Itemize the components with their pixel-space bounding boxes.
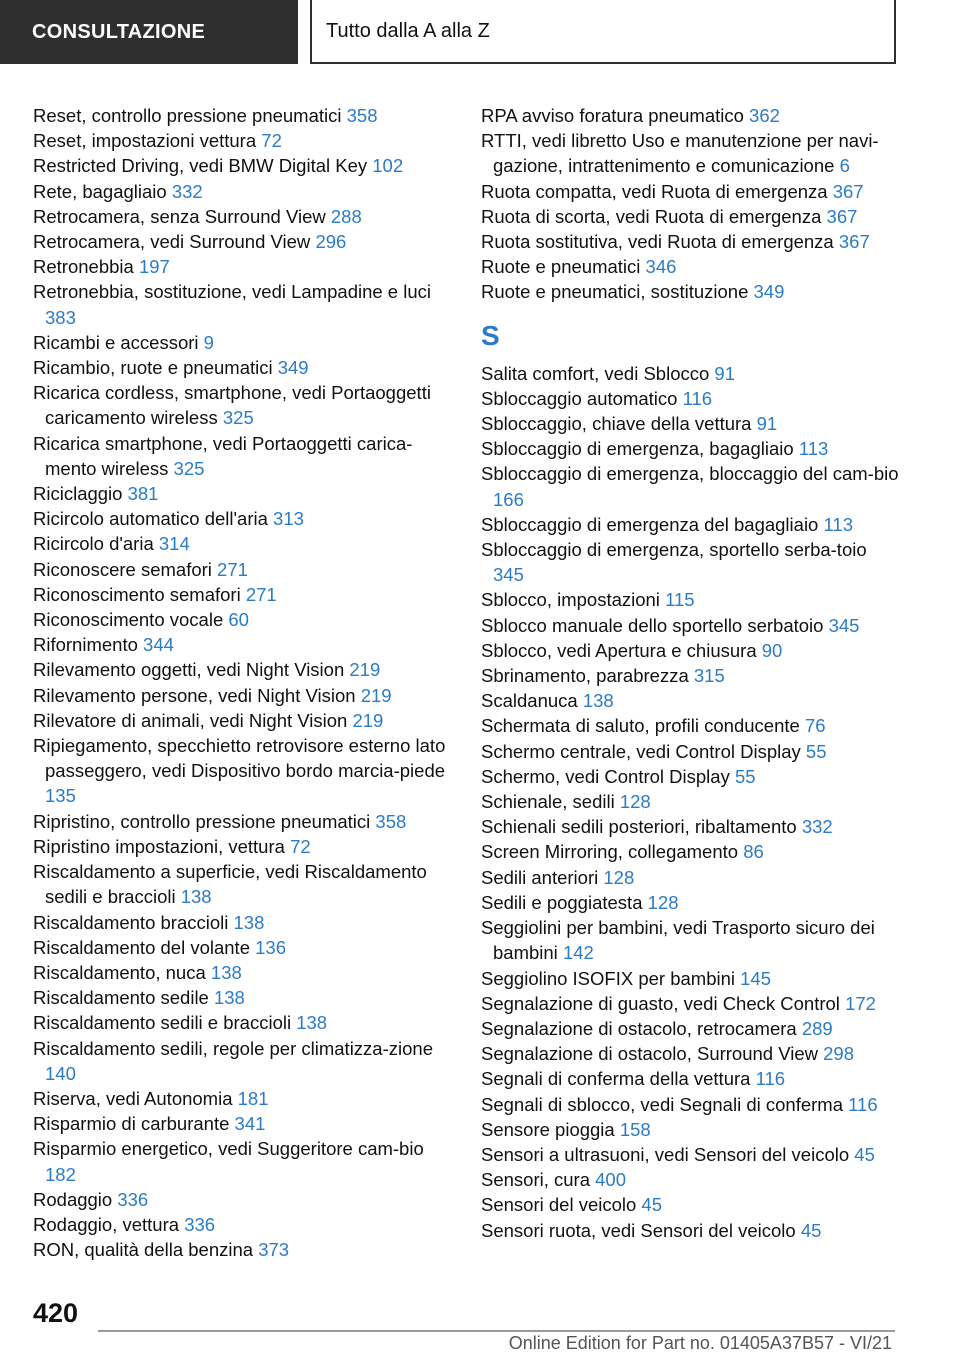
index-entry-text: Seggiolino ISOFIX per bambini bbox=[481, 967, 735, 989]
index-entry-text: Rete, bagagliaio bbox=[33, 180, 167, 202]
page-reference-link[interactable]: 138 bbox=[210, 961, 242, 983]
page-reference-link[interactable]: 102 bbox=[372, 155, 404, 177]
index-entry bbox=[481, 537, 901, 587]
page-reference-link[interactable]: 219 bbox=[352, 709, 384, 731]
index-entry-text: Riscaldamento sedili e braccioli bbox=[33, 1012, 292, 1034]
index-entry bbox=[33, 935, 453, 960]
index-entry-text: Rifornimento bbox=[33, 634, 138, 656]
page-reference-link[interactable]: 172 bbox=[845, 992, 876, 1014]
index-entry bbox=[481, 713, 901, 738]
index-entry bbox=[481, 789, 901, 814]
index-entry bbox=[33, 279, 453, 329]
index-entry bbox=[481, 638, 901, 663]
page-reference-link[interactable]: 115 bbox=[665, 589, 695, 611]
page-reference-link[interactable]: 45 bbox=[854, 1143, 875, 1165]
page-reference-link[interactable]: 182 bbox=[45, 1163, 76, 1185]
index-entry bbox=[33, 582, 453, 607]
page-reference-link[interactable]: 55 bbox=[805, 740, 827, 762]
index-entry bbox=[33, 809, 453, 834]
index-entry bbox=[481, 1117, 901, 1142]
index-entry-text: Schienale, sedili bbox=[481, 791, 615, 813]
index-entry-text: Ricarica cordless, smartphone, vedi Portaoggetti caricamento wireless bbox=[33, 382, 431, 429]
index-entry-text: Sbloccaggio di emergenza del bagagliaio bbox=[481, 513, 819, 535]
page-reference-link[interactable]: 128 bbox=[603, 866, 635, 888]
index-entry-text: Rilevamento persone, vedi Night Vision bbox=[33, 684, 356, 706]
page-reference-link[interactable]: 86 bbox=[743, 841, 764, 863]
index-entry bbox=[33, 910, 453, 935]
index-entry bbox=[481, 865, 901, 890]
page-reference-link[interactable]: 113 bbox=[798, 438, 829, 460]
index-entry bbox=[481, 361, 901, 386]
index-entry-text: Retronebbia, sostituzione, vedi Lampadine e luci bbox=[33, 281, 431, 303]
index-entry-text: Rodaggio bbox=[33, 1188, 113, 1210]
page-reference-link[interactable]: 400 bbox=[595, 1169, 627, 1191]
index-entry bbox=[33, 683, 453, 708]
page-reference-link[interactable]: 113 bbox=[823, 513, 853, 535]
index-entry-text: Sblocco manuale dello sportello serbatoio bbox=[481, 614, 824, 636]
index-entry-text: Riscaldamento braccioli bbox=[33, 911, 229, 933]
page-reference-link[interactable]: 346 bbox=[645, 256, 677, 278]
page-reference-link[interactable]: 383 bbox=[45, 306, 76, 328]
index-entry bbox=[33, 229, 453, 254]
page-reference-link[interactable]: 313 bbox=[273, 508, 304, 530]
index-entry-text: Schienali sedili posteriori, ribaltamento bbox=[481, 816, 797, 838]
index-entry-text: Ricarica smartphone, vedi Portaoggetti carica-mento wireless bbox=[33, 432, 413, 479]
page-reference-link[interactable]: 72 bbox=[261, 130, 282, 152]
index-entry-text: Segnalazione di ostacolo, retrocamera bbox=[481, 1017, 797, 1039]
index-entry-text: Rilevatore di animali, vedi Night Vision bbox=[33, 709, 348, 731]
index-entry-text: RON, qualità della benzina bbox=[33, 1239, 254, 1261]
index-entry bbox=[33, 1036, 453, 1086]
index-entry bbox=[481, 279, 901, 304]
index-entry bbox=[33, 179, 453, 204]
page-reference-link[interactable]: 296 bbox=[315, 231, 347, 253]
page-reference-link[interactable]: 349 bbox=[753, 281, 785, 303]
index-entry-text: Retrocamera, vedi Surround View bbox=[33, 231, 311, 253]
page-reference-link[interactable]: 6 bbox=[839, 155, 850, 177]
section-tab[interactable]: CONSULTAZIONE bbox=[0, 0, 298, 64]
page-reference-link[interactable]: 116 bbox=[848, 1093, 878, 1115]
index-entry bbox=[33, 733, 453, 809]
footer-edition: Online Edition for Part no. 01405A37B57 - VI/21 bbox=[508, 1333, 892, 1353]
page-reference-link[interactable]: 271 bbox=[245, 583, 277, 605]
index-entry bbox=[481, 1167, 901, 1192]
index-entry-text: Ripristino, controllo pressione pneumatici bbox=[33, 810, 371, 832]
index-entry-text: Screen Mirroring, collegamento bbox=[481, 841, 739, 863]
index-column-left bbox=[33, 103, 453, 1262]
index-entry bbox=[33, 431, 453, 481]
page-reference-link[interactable]: 128 bbox=[647, 891, 679, 913]
index-entry bbox=[33, 506, 453, 531]
page-reference-link[interactable]: 138 bbox=[180, 886, 212, 908]
page-reference-link[interactable]: 140 bbox=[45, 1062, 76, 1084]
index-entry-text: Sblocco, impostazioni bbox=[481, 589, 660, 611]
page-reference-link[interactable]: 138 bbox=[582, 690, 614, 712]
page-reference-link[interactable]: 136 bbox=[255, 936, 287, 958]
index-entry-text: Sbloccaggio di emergenza, bloccaggio del cam-bio bbox=[481, 463, 899, 485]
page-reference-link[interactable]: 90 bbox=[761, 639, 783, 661]
index-entry bbox=[481, 587, 901, 612]
page-reference-link[interactable]: 358 bbox=[346, 105, 378, 126]
index-entry bbox=[481, 1192, 901, 1217]
index-entry bbox=[481, 814, 901, 839]
index-entry-text: Sensore pioggia bbox=[481, 1118, 615, 1140]
index-entry-text: Sblocco, vedi Apertura e chiusura bbox=[481, 639, 757, 661]
index-entry bbox=[481, 512, 901, 537]
index-entry bbox=[481, 1218, 901, 1243]
index-entry-text: Riscaldamento, nuca bbox=[33, 961, 206, 983]
index-entry-text: Riscaldamento del volante bbox=[33, 936, 250, 958]
page-reference-link[interactable]: 289 bbox=[801, 1017, 833, 1039]
index-entry-text: RPA avviso foratura pneumatico bbox=[481, 105, 744, 126]
index-group-r bbox=[481, 103, 901, 305]
index-entry-text: Sedili anteriori bbox=[481, 866, 599, 888]
index-entry bbox=[481, 1092, 901, 1117]
index-entry bbox=[33, 355, 453, 380]
page-reference-link[interactable]: 336 bbox=[117, 1188, 149, 1210]
index-entry bbox=[481, 461, 901, 511]
page-header bbox=[0, 0, 896, 66]
index-entry bbox=[481, 1041, 901, 1066]
index-entry-text: Sbloccaggio di emergenza, bagagliaio bbox=[481, 438, 794, 460]
index-entry-text: RTTI, vedi libretto Uso e manutenzione per navi-gazione, intrattenimento e comunicazione bbox=[481, 130, 879, 177]
page-reference-link[interactable]: 138 bbox=[233, 911, 265, 933]
index-entry bbox=[33, 960, 453, 985]
index-entry bbox=[481, 411, 901, 436]
index-entry bbox=[481, 739, 901, 764]
index-entry-text: Riconoscimento semafori bbox=[33, 583, 241, 605]
page-reference-link[interactable]: 55 bbox=[734, 765, 756, 787]
page-reference-link[interactable]: 288 bbox=[330, 205, 362, 227]
index-column-right bbox=[481, 103, 901, 1243]
index-entry-text: Sensori, cura bbox=[481, 1169, 590, 1191]
index-entry-text: Ruote e pneumatici, sostituzione bbox=[481, 281, 749, 303]
page-reference-link[interactable]: 72 bbox=[290, 835, 311, 857]
index-entry bbox=[33, 1212, 453, 1237]
index-entry bbox=[481, 915, 901, 965]
index-entry bbox=[481, 839, 901, 864]
page-reference-link[interactable]: 325 bbox=[222, 407, 254, 429]
index-entry-text: Reset, controllo pressione pneumatici bbox=[33, 105, 342, 126]
page-reference-link[interactable]: 271 bbox=[217, 558, 248, 580]
index-entry bbox=[33, 330, 453, 355]
index-entry-text: Salita comfort, vedi Sblocco bbox=[481, 362, 710, 384]
page-reference-link[interactable]: 45 bbox=[641, 1194, 662, 1216]
index-entry bbox=[481, 179, 901, 204]
index-entry bbox=[33, 1010, 453, 1035]
page-reference-link[interactable]: 166 bbox=[493, 488, 524, 510]
index-entry-text: Ripiegamento, specchietto retrovisore esterno lato passeggero, vedi Dispositivo bordo marcia-piede bbox=[33, 735, 446, 782]
index-entry bbox=[33, 204, 453, 229]
page-reference-link[interactable]: 219 bbox=[360, 684, 392, 706]
index-entry-text: Segnali di conferma della vettura bbox=[481, 1068, 751, 1090]
page-reference-link[interactable]: 197 bbox=[138, 256, 170, 278]
page-reference-link[interactable]: 158 bbox=[619, 1118, 651, 1140]
page-reference-link[interactable]: 367 bbox=[826, 205, 858, 227]
index-entry bbox=[33, 1086, 453, 1111]
index-entry-text: Riserva, vedi Autonomia bbox=[33, 1087, 233, 1109]
index-entry bbox=[33, 103, 453, 128]
index-entry bbox=[33, 481, 453, 506]
page-reference-link[interactable]: 349 bbox=[277, 357, 309, 379]
page-reference-link[interactable]: 336 bbox=[184, 1213, 216, 1235]
page-reference-link[interactable]: 325 bbox=[173, 457, 205, 479]
index-entry-text: Ruote e pneumatici bbox=[481, 256, 641, 278]
index-entry-text: Sbloccaggio automatico bbox=[481, 387, 678, 409]
index-entry-text: Ruota di scorta, vedi Ruota di emergenza bbox=[481, 205, 822, 227]
index-entry bbox=[33, 128, 453, 153]
index-entry bbox=[33, 153, 453, 178]
index-entry-text: Ricircolo automatico dell'aria bbox=[33, 508, 268, 530]
page-reference-link[interactable]: 332 bbox=[171, 180, 203, 202]
index-entry bbox=[33, 254, 453, 279]
index-entry-text: Sensori ruota, vedi Sensori del veicolo bbox=[481, 1219, 796, 1241]
page-number: 420 bbox=[33, 1298, 79, 1328]
index-entry-text: Sbloccaggio di emergenza, sportello serba-toio bbox=[481, 539, 867, 561]
page-reference-link[interactable]: 358 bbox=[375, 810, 407, 832]
page-reference-link[interactable]: 138 bbox=[296, 1012, 328, 1034]
page-reference-link[interactable]: 45 bbox=[800, 1219, 822, 1241]
index-entry-text: Sedili e poggiatesta bbox=[481, 891, 643, 913]
index-entry-text: Segnalazione di ostacolo, Surround View bbox=[481, 1043, 818, 1065]
page-reference-link[interactable]: 314 bbox=[158, 533, 190, 555]
index-entry-text: Risparmio di carburante bbox=[33, 1113, 230, 1135]
index-entry-text: Riscaldamento a superficie, vedi Riscaldamento sedili e braccioli bbox=[33, 861, 427, 908]
index-entry bbox=[481, 1066, 901, 1091]
page-reference-link[interactable]: 345 bbox=[493, 564, 524, 586]
index-entry-text: Segnalazione di guasto, vedi Check Control bbox=[481, 992, 840, 1014]
index-entry-text: Risparmio energetico, vedi Suggeritore cam-bio bbox=[33, 1138, 424, 1160]
index-entry bbox=[33, 985, 453, 1010]
page-reference-link[interactable]: 344 bbox=[143, 634, 174, 656]
index-entry bbox=[481, 128, 901, 178]
index-entry bbox=[33, 632, 453, 657]
index-entry bbox=[481, 613, 901, 638]
index-entry bbox=[33, 708, 453, 733]
index-entry bbox=[481, 663, 901, 688]
page-reference-link[interactable]: 373 bbox=[258, 1239, 290, 1261]
index-entry bbox=[481, 688, 901, 713]
page-reference-link[interactable]: 128 bbox=[619, 791, 651, 813]
index-entry-text: Riconoscere semafori bbox=[33, 558, 212, 580]
index-entry bbox=[33, 834, 453, 859]
index-entry bbox=[33, 531, 453, 556]
index-entry-text: Rilevamento oggetti, vedi Night Vision bbox=[33, 659, 345, 681]
index-entry-text: Sbrinamento, parabrezza bbox=[481, 665, 689, 687]
index-entry bbox=[481, 1142, 901, 1167]
index-entry bbox=[33, 607, 453, 632]
page-reference-link[interactable]: 367 bbox=[838, 231, 870, 253]
page-reference-link[interactable]: 181 bbox=[237, 1087, 269, 1109]
index-entry bbox=[481, 966, 901, 991]
page-reference-link[interactable]: 298 bbox=[823, 1043, 855, 1065]
index-entry bbox=[33, 1136, 453, 1186]
index-entry-text: Rodaggio, vettura bbox=[33, 1213, 180, 1235]
index-entry bbox=[481, 204, 901, 229]
index-entry-text: Sensori a ultrasuoni, vedi Sensori del veicolo bbox=[481, 1143, 850, 1165]
page-reference-link[interactable]: 332 bbox=[801, 816, 833, 838]
index-entry-text: Schermo centrale, vedi Control Display bbox=[481, 740, 801, 762]
page-reference-link[interactable]: 138 bbox=[213, 987, 245, 1009]
page-reference-link[interactable]: 91 bbox=[714, 362, 735, 384]
index-entry-text: Sbloccaggio, chiave della vettura bbox=[481, 413, 752, 435]
index-entry bbox=[481, 254, 901, 279]
index-entry bbox=[33, 1237, 453, 1262]
page-reference-link[interactable]: 116 bbox=[755, 1068, 786, 1090]
index-entry-text: Riscaldamento sedili, regole per climatizza-zione bbox=[33, 1037, 433, 1059]
index-entry-text: Sensori del veicolo bbox=[481, 1194, 637, 1216]
index-entry-text: Ruota compatta, vedi Ruota di emergenza bbox=[481, 180, 828, 202]
page-reference-link[interactable]: 345 bbox=[828, 614, 860, 636]
page-reference-link[interactable]: 135 bbox=[45, 785, 76, 807]
page-reference-link[interactable]: 362 bbox=[749, 105, 780, 126]
page-reference-link[interactable]: 142 bbox=[562, 942, 594, 964]
index-entry bbox=[481, 436, 901, 461]
index-entry-text: Schermata di saluto, profili conducente bbox=[481, 715, 800, 737]
index-entry-text: Schermo, vedi Control Display bbox=[481, 765, 730, 787]
index-group-s bbox=[481, 361, 901, 1243]
page-reference-link[interactable]: 145 bbox=[740, 967, 772, 989]
index-entry bbox=[481, 764, 901, 789]
index-entry bbox=[481, 386, 901, 411]
page-reference-link[interactable]: 367 bbox=[832, 180, 864, 202]
index-entry-text: Riciclaggio bbox=[33, 483, 123, 505]
index-entry bbox=[481, 229, 901, 254]
chapter-title: Tutto dalla A alla Z bbox=[310, 0, 896, 64]
page-reference-link[interactable]: 381 bbox=[127, 483, 159, 505]
index-entry bbox=[33, 1187, 453, 1212]
index-entry-text: Seggiolini per bambini, vedi Trasporto sicuro dei bambini bbox=[481, 917, 875, 964]
page-reference-link[interactable]: 9 bbox=[203, 331, 214, 353]
index-entry bbox=[33, 557, 453, 582]
page-reference-link[interactable]: 91 bbox=[756, 413, 778, 435]
page-reference-link[interactable]: 219 bbox=[349, 659, 381, 681]
section-letter-heading: S bbox=[481, 319, 500, 351]
index-entry-text: Retrocamera, senza Surround View bbox=[33, 205, 326, 227]
index-entry bbox=[481, 103, 901, 128]
index-entry-text: Riscaldamento sedile bbox=[33, 987, 209, 1009]
page-reference-link[interactable]: 76 bbox=[804, 715, 826, 737]
index-entry-text: Reset, impostazioni vettura bbox=[33, 130, 257, 152]
page-reference-link[interactable]: 60 bbox=[228, 609, 249, 631]
index-entry bbox=[481, 890, 901, 915]
index-entry-text: Riconoscimento vocale bbox=[33, 609, 224, 631]
index-entry-text: Scaldanuca bbox=[481, 690, 578, 712]
index-entry-text: Segnali di sblocco, vedi Segnali di conferma bbox=[481, 1093, 843, 1115]
index-entry-text: Ricambi e accessori bbox=[33, 331, 199, 353]
footer-divider bbox=[98, 1330, 895, 1332]
index-entry bbox=[481, 1016, 901, 1041]
page-reference-link[interactable]: 341 bbox=[234, 1113, 266, 1135]
index-entry-text: Restricted Driving, vedi BMW Digital Key bbox=[33, 155, 368, 177]
index-entry-text: Ricircolo d'aria bbox=[33, 533, 154, 555]
index-entry bbox=[33, 859, 453, 909]
index-entry bbox=[33, 1111, 453, 1136]
index-entry-text: Ricambio, ruote e pneumatici bbox=[33, 357, 273, 379]
index-entry bbox=[481, 991, 901, 1016]
index-entry-text: Ruota sostitutiva, vedi Ruota di emergenza bbox=[481, 231, 834, 253]
index-entry-text: Ripristino impostazioni, vettura bbox=[33, 835, 285, 857]
page-reference-link[interactable]: 315 bbox=[693, 665, 725, 687]
page-reference-link[interactable]: 116 bbox=[682, 387, 713, 409]
index-entry-text: Retronebbia bbox=[33, 256, 134, 278]
index-entry bbox=[33, 657, 453, 682]
index-entry bbox=[33, 380, 453, 430]
